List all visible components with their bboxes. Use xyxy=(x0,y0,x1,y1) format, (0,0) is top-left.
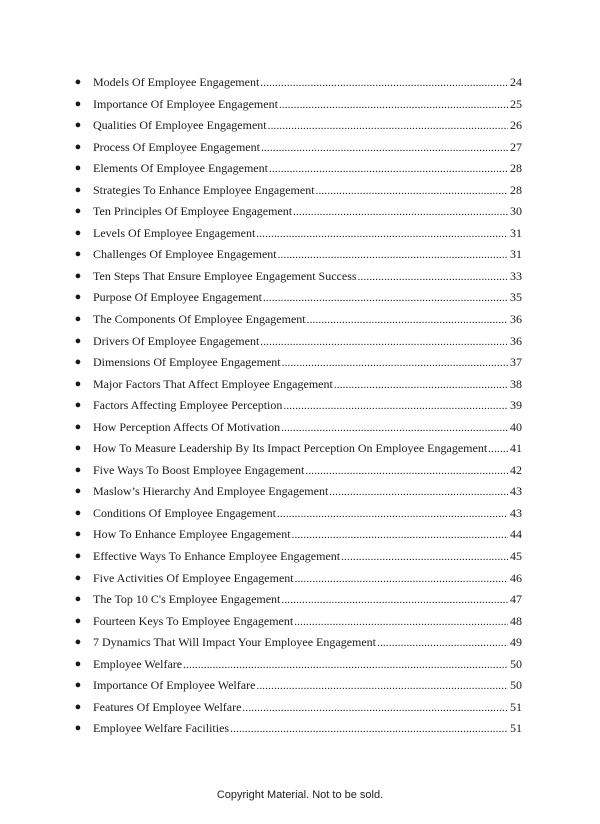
bullet-icon: ● xyxy=(74,399,82,412)
bullet-icon: ● xyxy=(74,420,82,433)
toc-entry[interactable] xyxy=(0,611,600,633)
toc-entry-line xyxy=(93,546,522,569)
toc-entry[interactable] xyxy=(0,503,600,525)
bullet-icon: ● xyxy=(74,162,82,175)
toc-entry-line xyxy=(93,589,522,612)
toc-entry-line xyxy=(93,524,522,547)
bullet-icon: ● xyxy=(74,313,82,326)
bullet-icon: ● xyxy=(74,571,82,584)
bullet-icon: ● xyxy=(74,636,82,649)
toc-entry-title: Conditions Of Employee Engagement xyxy=(93,505,276,520)
dot-leader xyxy=(307,310,508,332)
toc-entry-line xyxy=(93,654,522,677)
toc-entry-title: Importance Of Employee Welfare xyxy=(93,678,256,693)
dot-leader xyxy=(256,676,508,698)
toc-entry-title: Levels Of Employee Engagement xyxy=(93,225,256,240)
toc-entry-title: Five Activities Of Employee Engagement xyxy=(93,570,294,585)
toc-page-number: 42 xyxy=(510,462,522,477)
toc-entry-title: Qualities Of Employee Engagement xyxy=(93,118,267,133)
dot-leader xyxy=(316,181,508,203)
dot-leader xyxy=(256,224,508,246)
dot-leader xyxy=(278,245,508,267)
toc-entry-title: Features Of Employee Welfare xyxy=(93,699,242,714)
dot-leader xyxy=(269,159,508,181)
toc-page-number: 30 xyxy=(510,204,522,219)
toc-entry-title: 7 Dynamics That Will Impact Your Employee Engagement xyxy=(93,635,377,650)
dot-leader xyxy=(292,525,508,547)
toc-entry[interactable] xyxy=(0,309,600,331)
toc-page-number: 26 xyxy=(510,118,522,133)
toc-entry-title: How To Enhance Employee Engagement xyxy=(93,527,291,542)
toc-entry-title: The Components Of Employee Engagement xyxy=(93,312,306,327)
toc-entry[interactable] xyxy=(0,72,600,94)
toc-entry-title: Employee Welfare xyxy=(93,656,183,671)
dot-leader xyxy=(281,418,508,440)
toc-entry-title: Employee Welfare Facilities xyxy=(93,721,230,736)
toc-entry-title: Drivers Of Employee Engagement xyxy=(93,333,260,348)
toc-entry[interactable] xyxy=(0,158,600,180)
bullet-icon: ● xyxy=(74,614,82,627)
toc-entry-title: Importance Of Employee Engagement xyxy=(93,96,278,111)
toc-entry-line xyxy=(93,223,522,246)
dot-leader xyxy=(260,73,508,95)
toc-entry-title: The Top 10 C's Employee Engagement xyxy=(93,592,281,607)
dot-leader xyxy=(329,482,508,504)
toc-page-number: 43 xyxy=(510,484,522,499)
toc-entry-line xyxy=(93,287,522,310)
toc-entry-line xyxy=(93,374,522,397)
toc-entry-line xyxy=(93,611,522,634)
toc-entry[interactable] xyxy=(0,438,600,460)
dot-leader xyxy=(358,267,508,289)
toc-page-number: 28 xyxy=(510,182,522,197)
toc-entry[interactable] xyxy=(0,352,600,374)
toc-entry-title: Ten Steps That Ensure Employee Engagement Success xyxy=(93,268,357,283)
toc-entry-title: Purpose Of Employee Engagement xyxy=(93,290,262,305)
toc-entry-line xyxy=(93,568,522,591)
dot-leader xyxy=(293,202,508,224)
toc-entry-line xyxy=(93,352,522,375)
toc-entry[interactable] xyxy=(0,568,600,590)
toc-entry-line xyxy=(93,417,522,440)
bullet-icon: ● xyxy=(74,205,82,218)
toc-page-number: 38 xyxy=(510,376,522,391)
toc-entry-line xyxy=(93,697,522,720)
toc-page-number: 43 xyxy=(510,505,522,520)
dot-leader xyxy=(277,504,508,526)
toc-entry[interactable] xyxy=(0,331,600,353)
dot-leader xyxy=(295,569,508,591)
bullet-icon: ● xyxy=(74,140,82,153)
toc-entry-line xyxy=(93,244,522,267)
bullet-icon: ● xyxy=(74,269,82,282)
toc-entry-line xyxy=(93,460,522,483)
toc-entry-title: Challenges Of Employee Engagement xyxy=(93,247,277,262)
toc-entry-line xyxy=(93,481,522,504)
bullet-icon: ● xyxy=(74,291,82,304)
dot-leader xyxy=(230,719,508,741)
toc-entry-title: Effective Ways To Enhance Employee Engagement xyxy=(93,549,341,564)
dot-leader xyxy=(263,288,508,310)
toc-page-number: 31 xyxy=(510,225,522,240)
toc-page-number: 44 xyxy=(510,527,522,542)
toc-entry[interactable] xyxy=(0,460,600,482)
bullet-icon: ● xyxy=(74,334,82,347)
toc-page-number: 50 xyxy=(510,656,522,671)
dot-leader xyxy=(260,332,508,354)
bullet-icon: ● xyxy=(74,183,82,196)
toc-entry[interactable] xyxy=(0,524,600,546)
toc-entry[interactable] xyxy=(0,244,600,266)
bullet-icon: ● xyxy=(74,226,82,239)
toc-entry[interactable] xyxy=(0,697,600,719)
bullet-icon: ● xyxy=(74,377,82,390)
toc-page-number: 27 xyxy=(510,139,522,154)
bullet-icon: ● xyxy=(74,485,82,498)
toc-entry-title: Models Of Employee Engagement xyxy=(93,75,260,89)
toc-entry[interactable] xyxy=(0,94,600,116)
toc-entry[interactable] xyxy=(0,266,600,288)
toc-entry-line xyxy=(93,72,522,95)
toc-entry-title: Dimensions Of Employee Engagement xyxy=(93,355,281,370)
toc-entry[interactable] xyxy=(0,374,600,396)
toc-entry[interactable] xyxy=(0,718,600,740)
toc-entry[interactable] xyxy=(0,589,600,611)
toc-entry[interactable] xyxy=(0,180,600,202)
toc-entry[interactable] xyxy=(0,546,600,568)
toc-page-number: 35 xyxy=(510,290,522,305)
toc-entry-title: Fourteen Keys To Employee Engagement xyxy=(93,613,294,628)
toc-entry-line xyxy=(93,309,522,332)
bullet-icon: ● xyxy=(74,356,82,369)
toc-entry[interactable] xyxy=(0,223,600,245)
toc-entry-line xyxy=(93,94,522,117)
bullet-icon: ● xyxy=(74,593,82,606)
bullet-icon: ● xyxy=(74,442,82,455)
toc-page-number: 41 xyxy=(510,441,522,456)
toc-entry-line xyxy=(93,115,522,138)
bullet-icon: ● xyxy=(74,506,82,519)
toc-entry-line xyxy=(93,266,522,289)
toc-page-number: 45 xyxy=(510,549,522,564)
toc-page-number: 28 xyxy=(510,161,522,176)
toc-entry[interactable] xyxy=(0,137,600,159)
table-of-contents xyxy=(0,72,600,740)
toc-page-number: 39 xyxy=(510,398,522,413)
toc-page-number: 51 xyxy=(510,721,522,736)
toc-page-number: 49 xyxy=(510,635,522,650)
bullet-icon: ● xyxy=(74,550,82,563)
toc-entry[interactable] xyxy=(0,115,600,137)
dot-leader xyxy=(341,547,508,569)
bullet-icon: ● xyxy=(74,248,82,261)
toc-entry-title: Ten Principles Of Employee Engagement xyxy=(93,204,293,219)
toc-page-number: 36 xyxy=(510,333,522,348)
bullet-icon: ● xyxy=(74,679,82,692)
toc-page-number: 48 xyxy=(510,613,522,628)
toc-page-number: 40 xyxy=(510,419,522,434)
bullet-icon: ● xyxy=(74,97,82,110)
copyright-footer: Copyright Material. Not to be sold. xyxy=(216,789,384,801)
dot-leader xyxy=(488,439,508,461)
bullet-icon: ● xyxy=(74,657,82,670)
toc-page-number: 51 xyxy=(510,699,522,714)
dot-leader xyxy=(334,375,508,397)
dot-leader xyxy=(282,353,508,375)
dot-leader xyxy=(183,655,508,677)
toc-entry-title: Strategies To Enhance Employee Engagement xyxy=(93,182,315,197)
dot-leader xyxy=(242,698,508,720)
bullet-icon: ● xyxy=(74,119,82,132)
toc-entry[interactable] xyxy=(0,201,600,223)
dot-leader xyxy=(268,116,508,138)
toc-entry-line xyxy=(93,331,522,354)
dot-leader xyxy=(279,95,508,117)
dot-leader xyxy=(305,461,508,483)
toc-page-number: 31 xyxy=(510,247,522,262)
toc-entry-title: Maslow’s Hierarchy And Employee Engagement xyxy=(93,484,329,499)
toc-page-number: 46 xyxy=(510,570,522,585)
toc-entry[interactable] xyxy=(0,632,600,654)
dot-leader xyxy=(261,138,508,160)
dot-leader xyxy=(377,633,508,655)
bullet-icon: ● xyxy=(74,528,82,541)
toc-entry-line xyxy=(93,632,522,655)
toc-entry-title: Five Ways To Boost Employee Engagement xyxy=(93,462,305,477)
toc-entry-line xyxy=(93,675,522,698)
toc-entry-line xyxy=(93,395,522,418)
toc-page-number: 37 xyxy=(510,355,522,370)
toc-entry-line xyxy=(93,201,522,224)
bullet-icon: ● xyxy=(74,463,82,476)
toc-entry-line xyxy=(93,180,522,203)
bullet-icon: ● xyxy=(74,722,82,735)
toc-entry[interactable] xyxy=(0,287,600,309)
toc-entry-title: Major Factors That Affect Employee Engagement xyxy=(93,376,333,391)
toc-entry-title: Elements Of Employee Engagement xyxy=(93,161,268,176)
toc-entry-line xyxy=(93,158,522,181)
toc-entry-title: How Perception Affects Of Motivation xyxy=(93,419,281,434)
bullet-icon: ● xyxy=(74,700,82,713)
toc-page-number: 50 xyxy=(510,678,522,693)
toc-entry[interactable] xyxy=(0,417,600,439)
toc-entry-title: Factors Affecting Employee Perception xyxy=(93,398,283,413)
toc-entry-line xyxy=(93,503,522,526)
toc-entry-title: Process Of Employee Engagement xyxy=(93,139,260,154)
dot-leader xyxy=(283,396,508,418)
toc-entry-line xyxy=(93,137,522,160)
toc-entry-line xyxy=(93,438,522,461)
toc-entry[interactable] xyxy=(0,675,600,697)
toc-entry-line xyxy=(93,718,522,741)
bullet-icon: ● xyxy=(74,76,82,88)
toc-entry[interactable] xyxy=(0,654,600,676)
toc-entry[interactable] xyxy=(0,481,600,503)
toc-page-number: 36 xyxy=(510,312,522,327)
toc-page-number: 47 xyxy=(510,592,522,607)
dot-leader xyxy=(281,590,508,612)
dot-leader xyxy=(294,612,508,634)
toc-entry-title: How To Measure Leadership By Its Impact Perception On Employee Engagement xyxy=(93,441,488,456)
toc-entry[interactable] xyxy=(0,395,600,417)
toc-page-number: 24 xyxy=(510,75,522,89)
toc-page-number: 33 xyxy=(510,268,522,283)
toc-page-number: 25 xyxy=(510,96,522,111)
